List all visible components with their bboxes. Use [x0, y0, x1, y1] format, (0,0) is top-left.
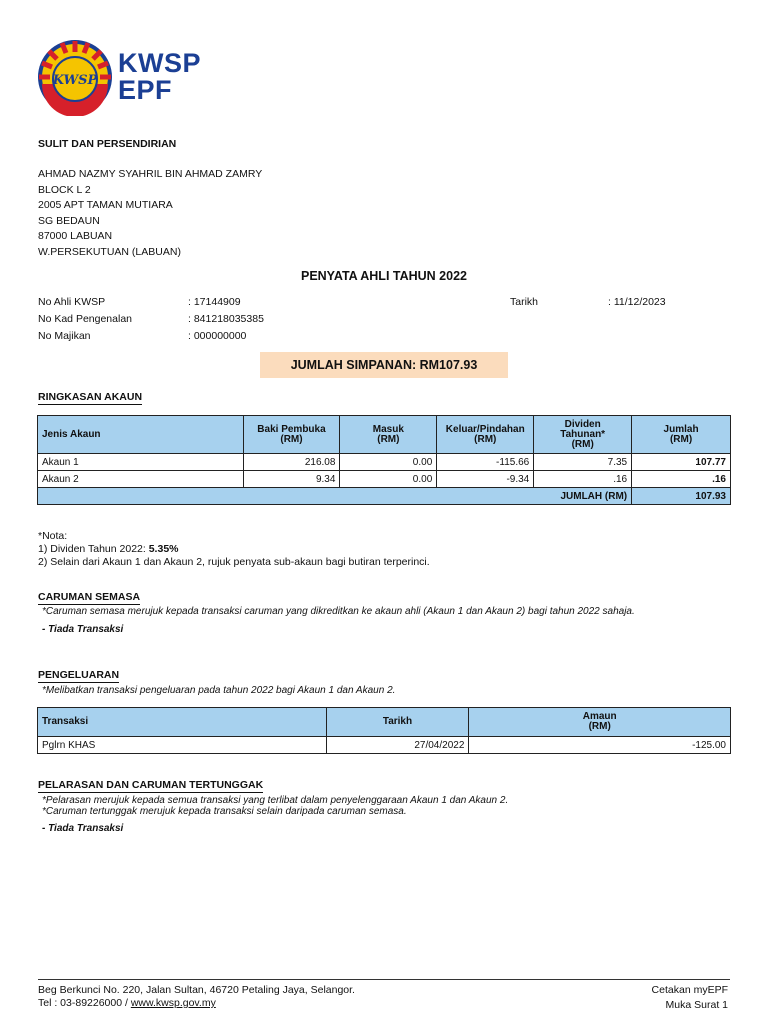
dividend-amount: .16: [534, 471, 632, 488]
header-amount: Amaun (RM): [469, 708, 731, 737]
statement-title: PENYATA AHLI TAHUN 2022: [300, 269, 467, 283]
logo-epf: EPF: [118, 75, 173, 105]
header-credit: Masuk (RM): [340, 416, 437, 454]
footer-contact: [38, 997, 216, 1009]
total-value: 107.93: [632, 488, 731, 505]
table-total-row: [38, 488, 731, 505]
reconcile-title: PELARASAN DAN CARUMAN TERTUNGGAK: [38, 779, 264, 791]
logo-wordmark: [118, 50, 201, 104]
footer-print: Cetakan myEPF: [651, 984, 728, 996]
contrib-desc: *Caruman semasa merujuk kepada transaksi caruman yang dikreditkan ke akaun ahli (Akaun 1 dan Akaun 2) bagi tahun 2022 sahaja.: [42, 606, 635, 617]
date-label: Tarikh: [510, 296, 539, 308]
footer-tel: Tel : 03-89226000 /: [38, 997, 131, 1009]
row-total: 107.77: [632, 454, 731, 471]
debit-amount: -9.34: [437, 471, 534, 488]
date-value: : 11/12/2023: [608, 296, 666, 308]
transaction-name: Pglrn KHAS: [38, 737, 327, 754]
footer-divider: [38, 979, 730, 980]
ic-no-label: No Kad Pengenalan: [38, 313, 132, 325]
account-summary-table: [37, 415, 731, 505]
table-row: [38, 471, 731, 488]
dividend-rate: 5.35%: [148, 543, 179, 555]
address-line: SG BEDAUN: [38, 214, 100, 227]
transaction-amount: -125.00: [469, 737, 731, 754]
contrib-none: - Tiada Transaksi: [42, 624, 124, 635]
address-line: AHMAD NAZMY SYAHRIL BIN AHMAD ZAMRY: [38, 168, 263, 180]
table-row: [38, 454, 731, 471]
address-line: W.PERSEKUTUAN (LABUAN): [38, 245, 181, 258]
seal-text: KWSP: [52, 73, 98, 88]
table-row: [38, 737, 731, 754]
account-name: Akaun 2: [38, 471, 244, 488]
header-total: Jumlah (RM): [632, 416, 731, 454]
ic-no-value: : 841218035385: [188, 313, 264, 325]
reconcile-none: - Tiada Transaksi: [42, 823, 124, 834]
notes-heading: *Nota:: [38, 530, 68, 542]
member-address: [38, 167, 262, 260]
header-account-type: Jenis Akaun: [38, 416, 244, 454]
withdrawal-table: [37, 707, 731, 754]
withdrawal-title: PENGELUARAN: [38, 669, 120, 681]
credit-amount: 0.00: [340, 471, 437, 488]
notes: [38, 530, 430, 569]
opening-balance: 9.34: [243, 471, 340, 488]
header-opening-balance: Baki Pembuka (RM): [243, 416, 340, 454]
note-2: 2) Selain dari Akaun 1 dan Akaun 2, rujuk penyata sub-akaun bagi butiran terperinci.: [38, 556, 430, 568]
address-line: 2005 APT TAMAN MUTIARA: [38, 199, 173, 211]
table-header-row: [38, 416, 731, 454]
employer-no-value: : 000000000: [188, 330, 247, 342]
footer-page: Muka Surat 1: [665, 999, 728, 1011]
kwsp-seal-icon: [36, 38, 114, 116]
row-total: .16: [632, 471, 731, 488]
summary-title: RINGKASAN AKAUN: [38, 391, 143, 403]
member-no-value: : 17144909: [188, 296, 241, 308]
address-line: BLOCK L 2: [38, 183, 91, 196]
footer-address: Beg Berkunci No. 220, Jalan Sultan, 46720 Petaling Jaya, Selangor.: [38, 984, 355, 996]
dividend-amount: 7.35: [534, 454, 632, 471]
total-label: JUMLAH (RM): [38, 488, 632, 505]
table-header-row: [38, 708, 731, 737]
credit-amount: 0.00: [340, 454, 437, 471]
reconcile-desc: [42, 795, 508, 817]
total-savings-box: JUMLAH SIMPANAN: RM107.93: [260, 352, 508, 378]
footer-website-link[interactable]: www.kwsp.gov.my: [130, 997, 216, 1009]
header-dividend: Dividen Tahunan* (RM): [534, 416, 632, 454]
header-transaction: Transaksi: [38, 708, 327, 737]
transaction-date: 27/04/2022: [326, 737, 469, 754]
logo-kwsp: KWSP: [118, 48, 201, 78]
header-debit: Keluar/Pindahan (RM): [437, 416, 534, 454]
account-name: Akaun 1: [38, 454, 244, 471]
confidential-label: SULIT DAN PERSENDIRIAN: [38, 138, 177, 150]
member-no-label: No Ahli KWSP: [38, 296, 106, 308]
note-1: 1) Dividen Tahun 2022: 5.35%: [38, 543, 179, 555]
reconcile-desc-2: *Caruman tertunggak merujuk kepada transaksi selain daripada caruman semasa.: [42, 806, 407, 817]
debit-amount: -115.66: [437, 454, 534, 471]
opening-balance: 216.08: [243, 454, 340, 471]
address-line: 87000 LABUAN: [38, 230, 113, 242]
withdrawal-desc: *Melibatkan transaksi pengeluaran pada tahun 2022 bagi Akaun 1 dan Akaun 2.: [42, 685, 396, 696]
reconcile-desc-1: *Pelarasan merujuk kepada semua transaksi yang terlibat dalam penyelenggaraan Akaun 1 dan Akaun 2.: [42, 795, 509, 806]
header-date: Tarikh: [326, 708, 469, 737]
employer-no-label: No Majikan: [38, 330, 91, 342]
contrib-title: CARUMAN SEMASA: [38, 591, 141, 603]
